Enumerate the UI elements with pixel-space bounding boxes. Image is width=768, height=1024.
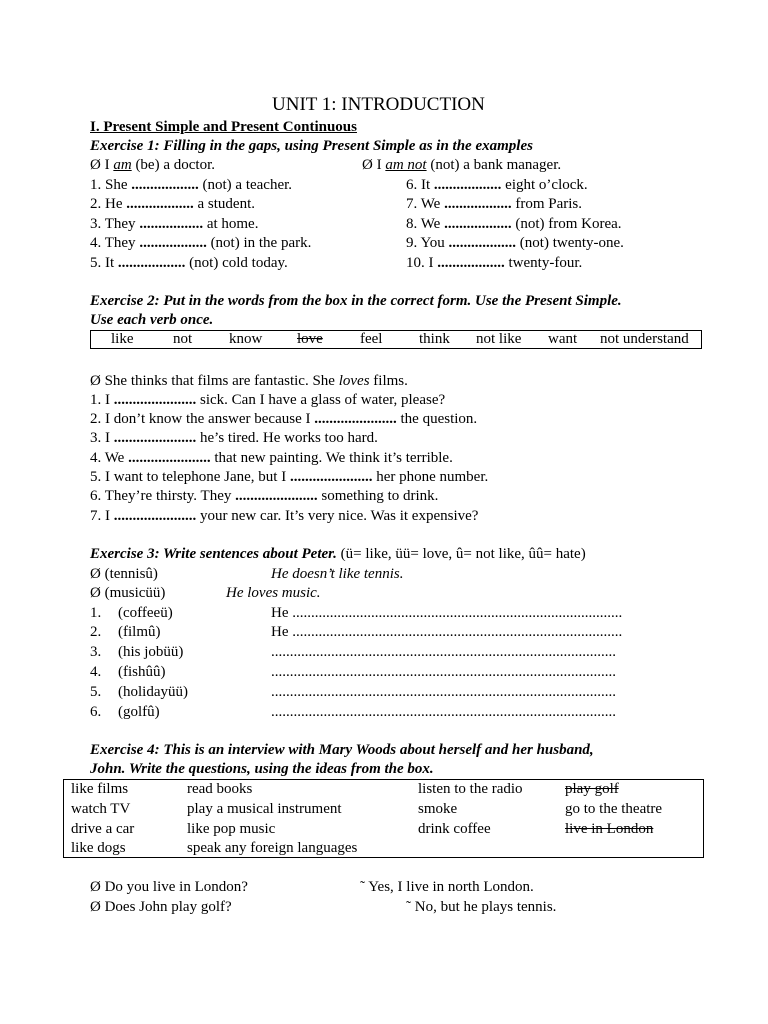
ex2-item: 3. I ...................... he’s tired. He works too hard.: [90, 430, 378, 446]
ex1-example-right: Ø I am not (not) a bank manager.: [362, 157, 562, 173]
ex3-example-answer: He doesn’t like tennis.: [271, 566, 404, 582]
ex1-example-left: Ø I am (be) a doctor.: [90, 157, 215, 173]
bullet-icon: Ø: [90, 157, 101, 173]
answer-line[interactable]: He ........................................................................................: [271, 624, 623, 640]
answer-blank[interactable]: ..................: [433, 177, 502, 193]
symbol-legend: (ü= like, üü= love, û= not like, ûû= hate): [340, 546, 586, 562]
ex3-item-cue: (holidayüü): [118, 684, 188, 700]
answer-blank[interactable]: ..................: [117, 255, 186, 271]
answer-blank[interactable]: ..................: [131, 177, 199, 193]
ex1-item: 9. You .................. (not) twenty-one.: [406, 235, 624, 251]
verb-word: know: [229, 331, 263, 347]
page-title: UNIT 1: INTRODUCTION: [272, 94, 485, 115]
ex3-example: Ø (tennisû): [90, 566, 158, 582]
answer-mark-icon: ˜: [406, 899, 411, 915]
idea-item: play a musical instrument: [187, 801, 342, 817]
answer-blank[interactable]: ......................: [235, 488, 318, 504]
ex3-item-number: 5.: [90, 684, 102, 700]
verb-word: not understand: [600, 331, 689, 347]
answer-line[interactable]: ............................................................................................: [271, 644, 616, 660]
ex1-item: 7. We .................. from Paris.: [406, 196, 583, 212]
verb-box: [90, 330, 702, 349]
verb-word: not: [173, 331, 193, 347]
ex1-item: 2. He .................. a student.: [90, 196, 255, 212]
verb-word-used: love: [297, 331, 323, 347]
ex3-item-number: 2.: [90, 624, 102, 640]
idea-item: smoke: [418, 801, 458, 817]
exercise-4-heading: Exercise 4: This is an interview with Mary Woods about herself and her husband,: [90, 742, 594, 758]
idea-item: like films: [71, 781, 129, 797]
answer-blank[interactable]: ..................: [437, 255, 505, 271]
idea-item: read books: [187, 781, 253, 797]
ex2-item: 5. I want to telephone Jane, but I ...................... her phone number.: [90, 469, 489, 485]
ex3-item-cue: (fishûû): [118, 664, 166, 680]
ex3-item-cue: (coffeeü): [118, 605, 173, 621]
section-heading: I. Present Simple and Present Continuous: [90, 119, 357, 135]
ex4-example-answer: ˜ No, but he plays tennis.: [406, 899, 557, 915]
answer-blank[interactable]: ..................: [139, 235, 207, 251]
ex1-item: 4. They .................. (not) in the park.: [90, 235, 312, 251]
exercise-1-heading: Exercise 1: Filling in the gaps, using Present Simple as in the examples: [90, 138, 533, 154]
ex2-item: 7. I ...................... your new car. It’s very nice. Was it expensive?: [90, 508, 479, 524]
answer-blank[interactable]: ......................: [128, 450, 211, 466]
ex3-item-cue: (golfû): [118, 704, 160, 720]
ex2-item: 2. I don’t know the answer because I ...................... the question.: [90, 411, 478, 427]
answer-blank[interactable]: ......................: [289, 469, 373, 485]
verb-word: not like: [476, 331, 522, 347]
idea-item: go to the theatre: [565, 801, 663, 817]
idea-item-used: live in London: [565, 821, 654, 837]
answer-mark-icon: ˜: [360, 879, 365, 895]
bullet-icon: Ø: [362, 157, 373, 173]
ex1-item: 3. They ................. at home.: [90, 216, 259, 232]
ex1-item: 10. I .................. twenty-four.: [406, 255, 583, 271]
ex1-item: 5. It .................. (not) cold today.: [90, 255, 288, 271]
answer-blank[interactable]: ..................: [448, 235, 517, 251]
ex3-item-cue: (filmû): [118, 624, 161, 640]
bullet-icon: Ø: [90, 585, 101, 601]
verb-word: think: [419, 331, 450, 347]
verb-word: want: [548, 331, 578, 347]
ex4-example-answer: ˜ Yes, I live in north London.: [360, 879, 534, 895]
ex1-item: 1. She .................. (not) a teacher.: [90, 177, 293, 193]
ex3-item-cue: (his jobüü): [118, 644, 184, 660]
ex2-item: 4. We ...................... that new painting. We think it’s terrible.: [90, 450, 453, 466]
answer-blank[interactable]: ......................: [113, 430, 197, 446]
verb-word: like: [111, 331, 134, 347]
answer-blank[interactable]: ......................: [113, 392, 197, 408]
exercise-3-heading: Exercise 3: Write sentences about Peter. (ü= like, üü= love, û= not like, ûû= hate): [90, 546, 586, 562]
ex3-example: Ø (musicüü): [90, 585, 166, 601]
idea-item: drive a car: [71, 821, 135, 837]
bullet-icon: Ø: [90, 899, 101, 915]
bullet-icon: Ø: [90, 566, 101, 582]
ex3-item-number: 6.: [90, 704, 102, 720]
answer-line[interactable]: ............................................................................................: [271, 664, 616, 680]
ex3-item-number: 4.: [90, 664, 102, 680]
ex2-example: Ø She thinks that films are fantastic. She loves films.: [90, 373, 408, 389]
answer-line[interactable]: ............................................................................................: [271, 684, 616, 700]
ex4-example-question: Ø Do you live in London?: [90, 879, 248, 895]
answer-blank[interactable]: ......................: [314, 411, 397, 427]
ex1-item: 6. It .................. eight o’clock.: [406, 177, 588, 193]
verb-word: feel: [360, 331, 383, 347]
ex3-item-number: 1.: [90, 605, 102, 621]
ideas-box: [63, 779, 704, 858]
idea-item: listen to the radio: [418, 781, 523, 797]
ex3-item-number: 3.: [90, 644, 102, 660]
ex2-item: 1. I ...................... sick. Can I have a glass of water, please?: [90, 392, 446, 408]
bullet-icon: Ø: [90, 879, 101, 895]
idea-item: like dogs: [71, 840, 126, 856]
example-answer: loves: [338, 373, 370, 389]
ex1-item: 8. We .................. (not) from Korea.: [406, 216, 622, 232]
answer-blank[interactable]: ......................: [113, 508, 197, 524]
answer-line[interactable]: He ........................................................................................: [271, 605, 623, 621]
answer-blank[interactable]: .................: [139, 216, 204, 232]
answer-blank[interactable]: ..................: [126, 196, 194, 212]
example-answer: am: [113, 157, 132, 173]
exercise-2-heading: Exercise 2: Put in the words from the box in the correct form. Use the Present Simple.: [90, 293, 622, 309]
answer-line[interactable]: ............................................................................................: [271, 704, 616, 720]
idea-item: drink coffee: [418, 821, 491, 837]
exercise-2-heading-cont: Use each verb once.: [90, 312, 214, 328]
bullet-icon: Ø: [90, 373, 101, 389]
example-answer: am not: [385, 157, 427, 173]
idea-item-used: play golf: [565, 781, 619, 797]
idea-item: like pop music: [187, 821, 276, 837]
answer-blank[interactable]: ..................: [444, 216, 512, 232]
ex2-item: 6. They’re thirsty. They ...................... something to drink.: [90, 488, 439, 504]
idea-item: watch TV: [71, 801, 131, 817]
ex3-example-answer: He loves music.: [226, 585, 321, 601]
exercise-4-heading-cont: John. Write the questions, using the ideas from the box.: [90, 761, 434, 777]
answer-blank[interactable]: ..................: [444, 196, 512, 212]
ex4-example-question: Ø Does John play golf?: [90, 899, 232, 915]
idea-item: speak any foreign languages: [187, 840, 358, 856]
